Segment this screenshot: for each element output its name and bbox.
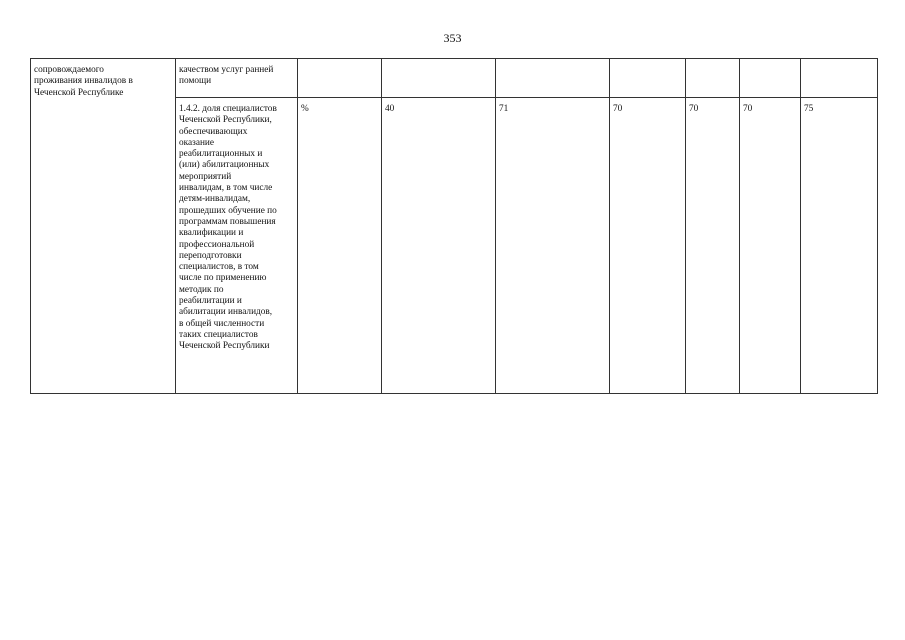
- indicator-table: [30, 58, 878, 394]
- value-cell: [686, 59, 740, 98]
- table-row: [31, 59, 878, 98]
- value-cell: [496, 59, 610, 98]
- value-cell: [801, 59, 878, 98]
- value-cell: 70: [610, 98, 686, 394]
- value-cell: 70: [740, 98, 801, 394]
- page-number: 353: [443, 31, 462, 45]
- unit-cell: %: [298, 98, 382, 394]
- value-cell: 70: [686, 98, 740, 394]
- value-cell: 40: [382, 98, 496, 394]
- unit-cell: [298, 59, 382, 98]
- value-cell: 75: [801, 98, 878, 394]
- indicator-name-cell: 1.4.2. доля специалистов Чеченской Республики, обеспечивающих оказание реабилитационных и (или) абилитационных мероприятий инвалидам, в том числе детям-инвалидам, прошедших обучение по программам повышения квалификации и профессиональной переподготовки специалистов, в том числе по применению методик по реабилитации и абилитации инвалидов, в общей численности таких специалистов Чеченской Республики: [176, 98, 298, 394]
- indicator-name-cell: качеством услуг ранней помощи: [176, 59, 298, 98]
- value-cell: 71: [496, 98, 610, 394]
- value-cell: [610, 59, 686, 98]
- program-section-cell: сопровождаемого проживания инвалидов в Чеченской Республике: [31, 59, 176, 394]
- value-cell: [740, 59, 801, 98]
- value-cell: [382, 59, 496, 98]
